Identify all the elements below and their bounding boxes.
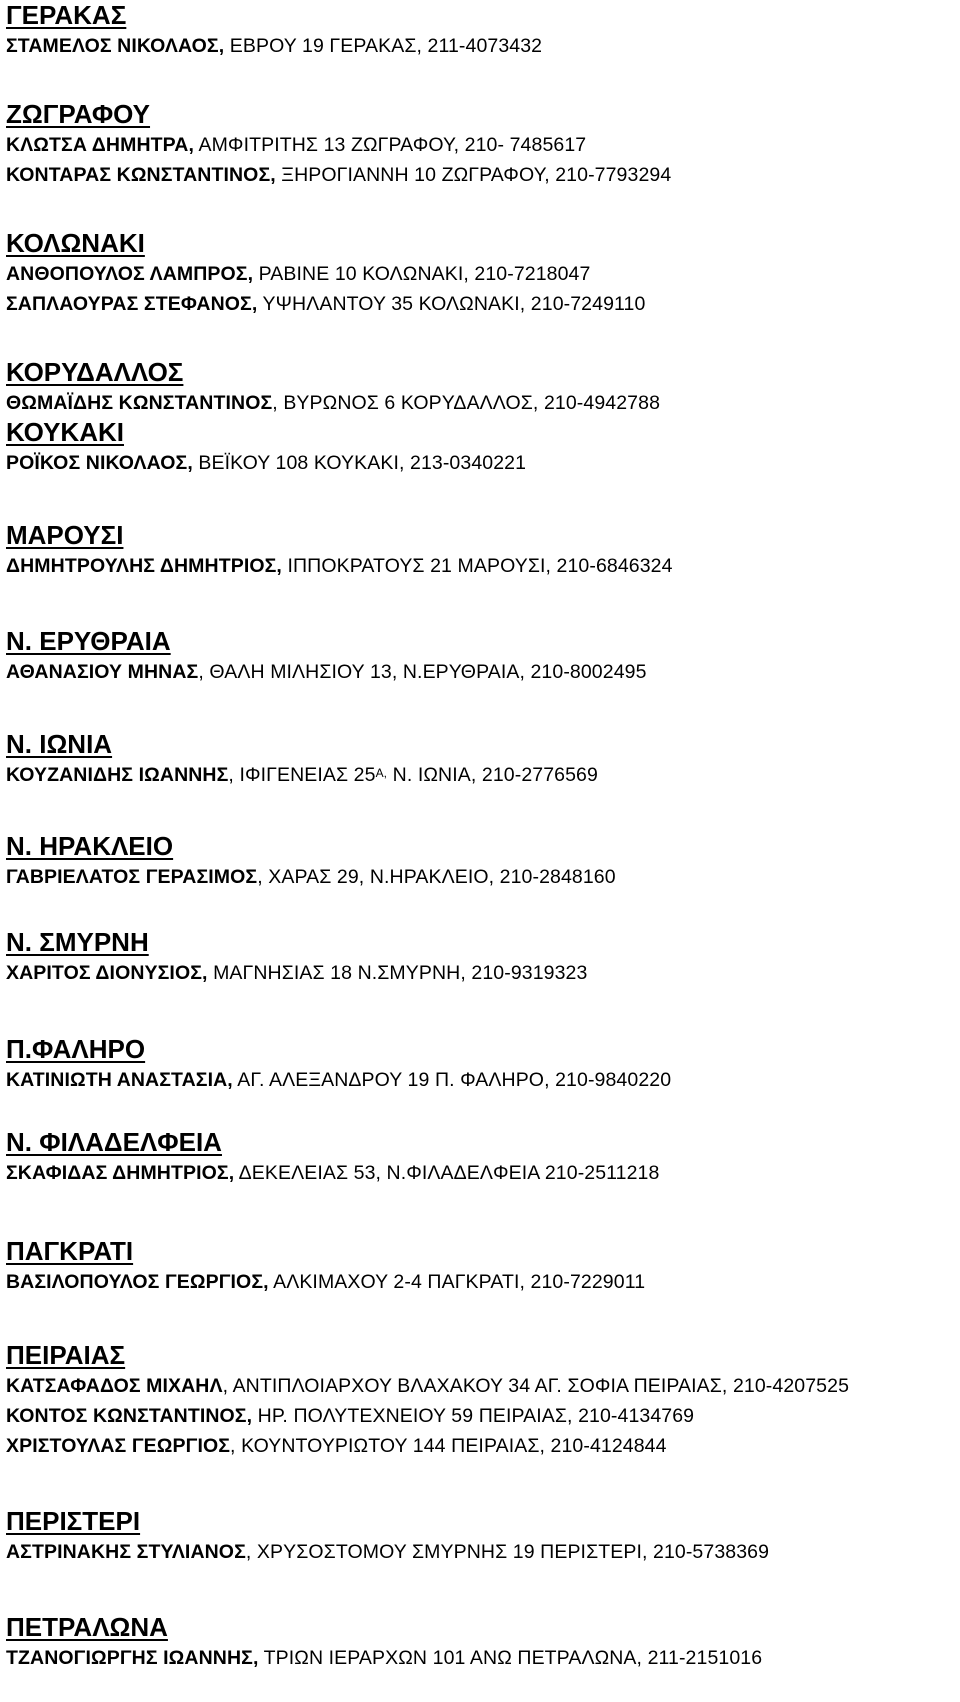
contact-details: ΒΕΪΚΟΥ 108 ΚΟΥΚΑΚΙ, 213-0340221 [192, 452, 527, 474]
contact-details: , ΘΑΛΗ ΜΙΛΗΣΙΟΥ 13, Ν.ΕΡΥΘΡΑΙΑ, 210-8002495 [198, 661, 647, 683]
contact-details: ΞΗΡΟΓΙΑΝΝΗ 10 ΖΩΓΡΑΦΟΥ, 210-7793294 [275, 164, 672, 186]
list-item [6, 130, 954, 160]
section-heading: ΠΕΤΡΑΛΩΝΑ [6, 1612, 168, 1642]
contact-details: ΑΛΚΙΜΑΧΟΥ 2-4 ΠΑΓΚΡΑΤΙ, 210-7229011 [268, 1271, 646, 1293]
contact-name: ΤΖΑΝΟΓΙΩΡΓΗΣ ΙΩΑΝΝΗΣ, [6, 1647, 259, 1669]
section-heading: ΜΑΡΟΥΣΙ [6, 520, 124, 550]
section-petralona [6, 1612, 954, 1673]
contact-details: ΤΡΙΩΝ ΙΕΡΑΡΧΩΝ 101 ΑΝΩ ΠΕΤΡΑΛΩΝΑ, 211-2151016 [258, 1647, 763, 1669]
section-heading: ΠΕΙΡΑΙΑΣ [6, 1340, 126, 1370]
contact-details: ΜΑΓΝΗΣΙΑΣ 18 Ν.ΣΜΥΡΝΗ, 210-9319323 [207, 962, 588, 984]
contact-name: ΚΟΥΖΑΝΙΔΗΣ ΙΩΑΝΝΗΣ [6, 764, 229, 786]
section-kolonaki [6, 228, 954, 319]
contact-details: , ΒΥΡΩΝΟΣ 6 ΚΟΡΥΔΑΛΛΟΣ, 210-4942788 [272, 392, 661, 414]
contact-name: ΚΑΤΣΑΦΑΔΟΣ ΜΙΧΑΗΛ [6, 1375, 223, 1397]
list-item [6, 160, 954, 190]
list-item [6, 31, 954, 61]
section-heading: ΖΩΓΡΑΦΟΥ [6, 99, 151, 129]
contact-name: ΣΚΑΦΙΔΑΣ ΔΗΜΗΤΡΙΟΣ, [6, 1162, 235, 1184]
list-item [6, 1267, 954, 1297]
list-item [6, 760, 954, 790]
contact-details: ΙΠΠΟΚΡΑΤΟΥΣ 21 ΜΑΡΟΥΣΙ, 210-6846324 [281, 555, 673, 577]
contact-details: , ΧΡΥΣΟΣΤΟΜΟΥ ΣΜΥΡΝΗΣ 19 ΠΕΡΙΣΤΕΡΙ, 210-5738369 [245, 1541, 770, 1563]
list-item [6, 657, 954, 687]
contact-name: ΚΑΤΙΝΙΩΤΗ ΑΝΑΣΤΑΣΙΑ, [6, 1069, 233, 1091]
section-n-smyrni [6, 927, 954, 988]
contact-details-rest: Ν. ΙΩΝΙΑ, 210-2776569 [387, 764, 598, 786]
list-item [6, 862, 954, 892]
contact-name: ΔΗΜΗΤΡΟΥΛΗΣ ΔΗΜΗΤΡΙΟΣ, [6, 555, 282, 577]
list-item [6, 259, 954, 289]
section-heading: Ν. ΕΡΥΘΡΑΙΑ [6, 626, 171, 656]
section-n-irakleio [6, 831, 954, 892]
section-heading: ΚΟΛΩΝΑΚΙ [6, 228, 145, 258]
contact-details: ΑΓ. ΑΛΕΞΑΝΔΡΟΥ 19 Π. ΦΑΛΗΡΟ, 210-9840220 [232, 1069, 672, 1091]
contact-name: ΑΣΤΡΙΝΑΚΗΣ ΣΤΥΛΙΑΝΟΣ [6, 1541, 246, 1563]
contact-name: ΣΑΠΛΑΟΥΡΑΣ ΣΤΕΦΑΝΟΣ, [6, 293, 258, 315]
section-marousi [6, 520, 954, 581]
contact-details: ΔΕΚΕΛΕΙΑΣ 53, Ν.ΦΙΛΑΔΕΛΦΕΙΑ 210-2511218 [234, 1162, 660, 1184]
contact-name: ΧΡΙΣΤΟΥΛΑΣ ΓΕΩΡΓΙΟΣ [6, 1435, 231, 1457]
list-item [6, 289, 954, 319]
contact-name: ΑΘΑΝΑΣΙΟΥ ΜΗΝΑΣ [6, 661, 199, 683]
contact-details: ΡΑΒΙΝΕ 10 ΚΟΛΩΝΑΚΙ, 210-7218047 [253, 263, 591, 285]
list-item [6, 1537, 954, 1567]
list-item [6, 1401, 954, 1431]
section-pagkrati [6, 1236, 954, 1297]
contact-name: ΧΑΡΙΤΟΣ ΔΙΟΝΥΣΙΟΣ, [6, 962, 208, 984]
section-zografou [6, 99, 954, 190]
contact-name: ΑΝΘΟΠΟΥΛΟΣ ΛΑΜΠΡΟΣ, [6, 263, 254, 285]
contact-details: , ΧΑΡΑΣ 29, Ν.ΗΡΑΚΛΕΙΟ, 210-2848160 [257, 866, 616, 888]
contact-name: ΚΛΩΤΣΑ ΔΗΜΗΤΡΑ, [6, 134, 195, 156]
contact-name: ΘΩΜΑΪΔΗΣ ΚΩΝΣΤΑΝΤΙΝΟΣ [6, 392, 273, 414]
contact-details: ΑΜΦΙΤΡΙΤΗΣ 13 ΖΩΓΡΑΦΟΥ, 210- 7485617 [194, 134, 587, 156]
section-heading: ΠΑΓΚΡΑΤΙ [6, 1236, 134, 1266]
section-heading: Ν. ΦΙΛΑΔΕΛΦΕΙΑ [6, 1127, 222, 1157]
list-item [6, 551, 954, 581]
list-item [6, 1371, 941, 1401]
section-heading: Ν. ΣΜΥΡΝΗ [6, 927, 149, 957]
list-item [6, 1065, 954, 1095]
section-n-ionia [6, 729, 954, 790]
section-heading: Π.ΦΑΛΗΡΟ [6, 1034, 146, 1064]
section-heading: ΠΕΡΙΣΤΕΡΙ [6, 1506, 141, 1536]
contact-name: ΚΟΝΤΟΣ ΚΩΝΣΤΑΝΤΙΝΟΣ, [6, 1405, 253, 1427]
contact-details: , ΙΦΙΓΕΝΕΙΑΣ 25 [228, 764, 376, 786]
section-heading: ΚΟΡΥΔΑΛΛΟΣ [6, 357, 184, 387]
contact-name: ΚΟΝΤΑΡΑΣ ΚΩΝΣΤΑΝΤΙΝΟΣ, [6, 164, 276, 186]
contact-details: ΗΡ. ΠΟΛΥΤΕΧΝΕΙΟΥ 59 ΠΕΙΡΑΙΑΣ, 210-4134769 [252, 1405, 695, 1427]
contact-name: ΡΟΪΚΟΣ ΝΙΚΟΛΑΟΣ, [6, 452, 193, 474]
section-heading: ΓΕΡΑΚΑΣ [6, 0, 127, 30]
section-peristeri [6, 1506, 954, 1567]
contact-details: ΥΨΗΛΑΝΤΟΥ 35 ΚΟΛΩΝΑΚΙ, 210-7249110 [257, 293, 646, 315]
contact-name: ΓΑΒΡΙΕΛΑΤΟΣ ΓΕΡΑΣΙΜΟΣ [6, 866, 258, 888]
contact-details: , ΚΟΥΝΤΟΥΡΙΩΤΟΥ 144 ΠΕΙΡΑΙΑΣ, 210-4124844 [230, 1435, 667, 1457]
address-superscript: Α, [375, 766, 388, 780]
section-gerakas [6, 0, 954, 61]
contact-details: ΕΒΡΟΥ 19 ΓΕΡΑΚΑΣ, 211-4073432 [224, 35, 543, 57]
list-item [6, 1158, 954, 1188]
section-koukaki [6, 417, 954, 478]
contact-name: ΒΑΣΙΛΟΠΟΥΛΟΣ ΓΕΩΡΓΙΟΣ, [6, 1271, 269, 1293]
section-heading: Ν. ΗΡΑΚΛΕΙΟ [6, 831, 174, 861]
contact-name: ΣΤΑΜΕΛΟΣ ΝΙΚΟΛΑΟΣ, [6, 35, 225, 57]
list-item [6, 1431, 954, 1461]
section-heading: ΚΟΥΚΑΚΙ [6, 417, 124, 447]
section-n-erythraia [6, 626, 954, 687]
section-korydallos [6, 357, 954, 418]
list-item [6, 1643, 954, 1673]
list-item [6, 388, 954, 418]
section-n-filadelfeia [6, 1127, 954, 1188]
section-peiraias [6, 1340, 954, 1461]
contact-details: , ΑΝΤΙΠΛΟΙΑΡΧΟΥ ΒΛΑΧΑΚΟΥ 34 ΑΓ. ΣΟΦΙΑ ΠΕΙΡΑΙΑΣ, 210-4207525 [222, 1375, 850, 1397]
list-item [6, 448, 954, 478]
section-heading: Ν. ΙΩΝΙΑ [6, 729, 113, 759]
section-p-faliro [6, 1034, 954, 1095]
list-item [6, 958, 954, 988]
